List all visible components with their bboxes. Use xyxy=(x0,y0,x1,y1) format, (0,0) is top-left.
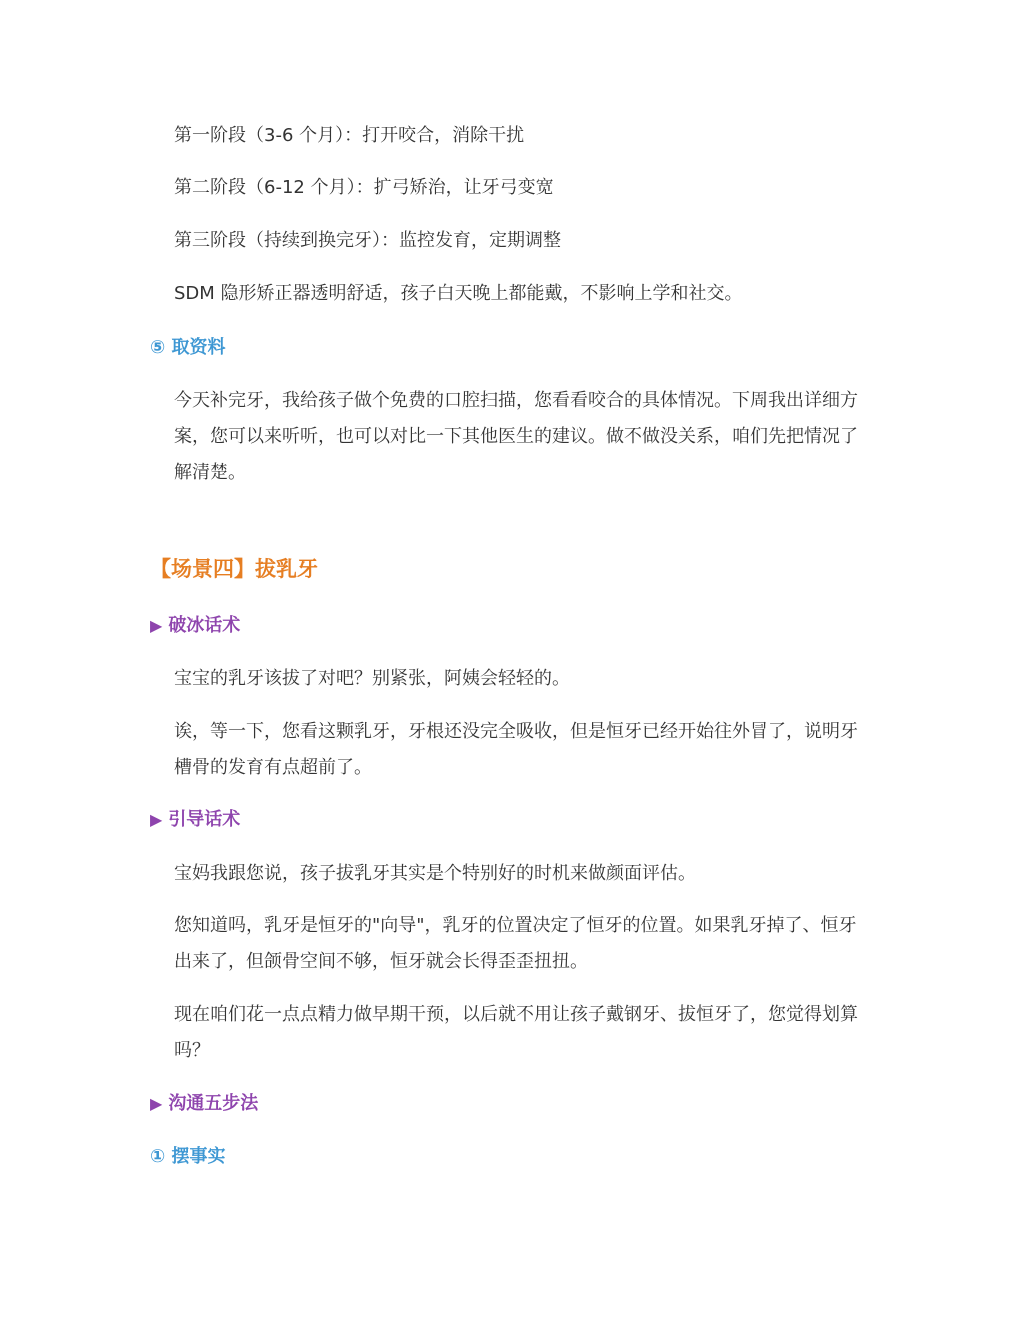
stage-1-text: 第一阶段（3-6 个月）：打开咬合，消除干扰 xyxy=(174,125,525,146)
icebreak-heading xyxy=(150,614,240,638)
play-arrow-icon: ▶ xyxy=(150,810,163,829)
guide-line-1: 宝妈我跟您说，孩子拔乳牙其实是个特别好的时机来做颜面评估。 xyxy=(174,863,696,884)
step5-text: 今天补完牙，我给孩子做个免费的口腔扫描，您看看咬合的具体情况。下周我出详细方案，您可以来听听，也可以对比一下其他医生的建议。做不做没关系，咱们先把情况了解清楚。 xyxy=(174,390,858,483)
sdm-note-text: SDM 隐形矫正器透明舒适，孩子白天晚上都能戴，不影响上学和社交。 xyxy=(174,283,743,304)
guide-line-3: 现在咱们花一点点精力做早期干预，以后就不用让孩子戴钢牙、拔恒牙了，您觉得划算吗？ xyxy=(174,1004,858,1061)
stage-2-text: 第二阶段（6-12 个月）：扩弓矫治，让牙弓变宽 xyxy=(174,177,554,198)
step5-heading: ⑤ 取资料 xyxy=(150,337,226,358)
play-arrow-icon: ▶ xyxy=(150,616,163,635)
step1-heading: ① 摆事实 xyxy=(150,1146,226,1167)
scene4-title: 【场景四】拔乳牙 xyxy=(150,557,318,581)
icebreak-line-1: 宝宝的乳牙该拔了对吧？别紧张，阿姨会轻轻的。 xyxy=(174,668,570,689)
five-steps-heading xyxy=(150,1092,258,1116)
icebreak-line-2: 诶，等一下，您看这颗乳牙，牙根还没完全吸收，但是恒牙已经开始往外冒了，说明牙槽骨的发育有点超前了。 xyxy=(174,721,858,778)
five-steps-heading-label: 沟通五步法 xyxy=(168,1093,259,1114)
guide-heading xyxy=(150,808,240,832)
guide-heading-label: 引导话术 xyxy=(168,809,241,830)
icebreak-heading-label: 破冰话术 xyxy=(168,615,241,636)
play-arrow-icon: ▶ xyxy=(150,1094,163,1113)
guide-line-2: 您知道吗，乳牙是恒牙的"向导"，乳牙的位置决定了恒牙的位置。如果乳牙掉了、恒牙出来了，但颌骨空间不够，恒牙就会长得歪歪扭扭。 xyxy=(174,915,857,972)
stage-3-text: 第三阶段（持续到换完牙）：监控发育，定期调整 xyxy=(174,230,561,251)
